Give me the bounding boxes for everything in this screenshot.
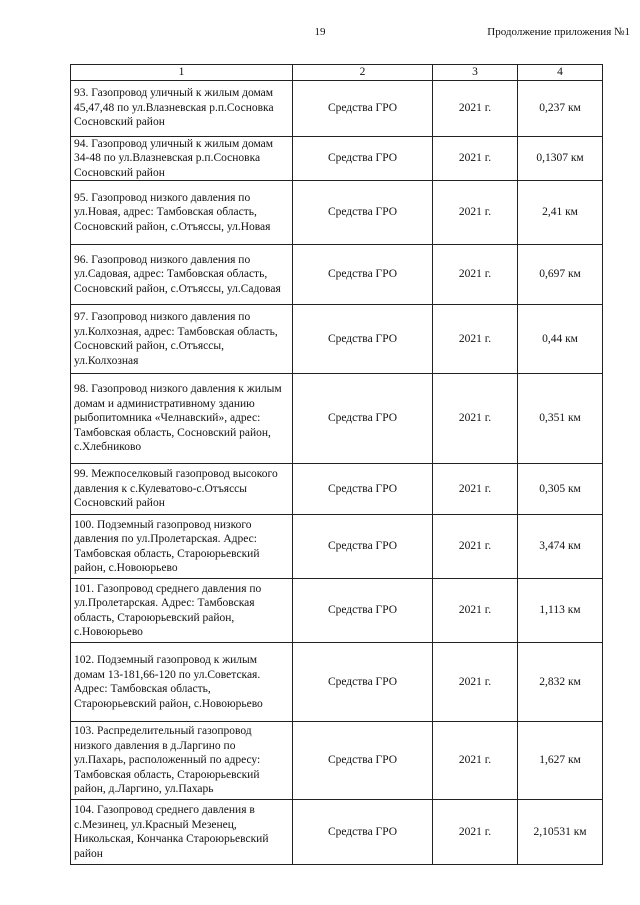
length: 1,113 км <box>518 579 603 643</box>
object-name: 96. Газопровод низкого давления по ул.Садовая, адрес: Тамбовская область, Сосновский район, с.Отъяссы, ул.Садовая <box>71 245 293 305</box>
year: 2021 г. <box>433 643 518 722</box>
object-name: 95. Газопровод низкого давления по ул.Новая, адрес: Тамбовская область, Сосновский район, с.Отъяссы, ул.Новая <box>71 181 293 245</box>
object-name: 97. Газопровод низкого давления по ул.Колхозная, адрес: Тамбовская область, Сосновский район, с.Отъяссы, ул.Колхозная <box>71 305 293 374</box>
table-row <box>71 181 603 245</box>
object-name: 103. Распределительный газопровод низкого давления в д.Ларгино по ул.Пахарь, расположенный по адресу: Тамбовская область, Староюрьевский район, д.Ларгино, ул.Пахарь <box>71 722 293 800</box>
column-header-4: 4 <box>518 65 603 81</box>
table-row <box>71 80 603 136</box>
table-row <box>71 579 603 643</box>
page-number: 19 <box>314 26 326 38</box>
year: 2021 г. <box>433 464 518 515</box>
object-name: 104. Газопровод среднего давления в с.Мезинец, ул.Красный Мезенец, Никольская, Кончанка Староюрьевский район <box>71 800 293 865</box>
length: 1,627 км <box>518 722 603 800</box>
funding-source: Средства ГРО <box>293 80 433 136</box>
length: 0,697 км <box>518 245 603 305</box>
length: 0,305 км <box>518 464 603 515</box>
object-name: 100. Подземный газопровод низкого давления по ул.Пролетарская. Адрес: Тамбовская область, Староюрьевский район, с.Новоюрьево <box>71 515 293 579</box>
table-row <box>71 515 603 579</box>
funding-source: Средства ГРО <box>293 374 433 464</box>
table-row <box>71 136 603 181</box>
length: 0,237 км <box>518 80 603 136</box>
year: 2021 г. <box>433 374 518 464</box>
table-row <box>71 374 603 464</box>
year: 2021 г. <box>433 305 518 374</box>
table-row <box>71 643 603 722</box>
object-name: 99. Межпоселковый газопровод высокого давления к с.Кулеватово-с.Отъяссы Сосновский район <box>71 464 293 515</box>
funding-source: Средства ГРО <box>293 181 433 245</box>
funding-source: Средства ГРО <box>293 245 433 305</box>
length: 3,474 км <box>518 515 603 579</box>
length: 0,44 км <box>518 305 603 374</box>
year: 2021 г. <box>433 181 518 245</box>
funding-source: Средства ГРО <box>293 136 433 181</box>
year: 2021 г. <box>433 245 518 305</box>
column-header-2: 2 <box>293 65 433 81</box>
page-caption: Продолжение приложения №1 <box>487 26 630 38</box>
length: 0,351 км <box>518 374 603 464</box>
object-name: 101. Газопровод среднего давления по ул.Пролетарская. Адрес: Тамбовская область, Староюрьевский район, с.Новоюрьево <box>71 579 293 643</box>
object-name: 93. Газопровод уличный к жилым домам 45,47,48 по ул.Влазневская р.п.Сосновка Сосновский район <box>71 80 293 136</box>
column-header-3: 3 <box>433 65 518 81</box>
table-header-row <box>71 65 603 81</box>
table-row <box>71 800 603 865</box>
length: 2,10531 км <box>518 800 603 865</box>
funding-source: Средства ГРО <box>293 464 433 515</box>
funding-source: Средства ГРО <box>293 800 433 865</box>
length: 2,832 км <box>518 643 603 722</box>
year: 2021 г. <box>433 722 518 800</box>
funding-source: Средства ГРО <box>293 305 433 374</box>
funding-source: Средства ГРО <box>293 579 433 643</box>
object-name: 102. Подземный газопровод к жилым домам 13-181,66-120 по ул.Советская. Адрес: Тамбовская область, Староюрьевский район, с.Новоюрьево <box>71 643 293 722</box>
year: 2021 г. <box>433 579 518 643</box>
table-row <box>71 722 603 800</box>
year: 2021 г. <box>433 136 518 181</box>
table-row <box>71 464 603 515</box>
table-row <box>71 305 603 374</box>
object-name: 98. Газопровод низкого давления к жилым домам и административному зданию рыбопитомника «Челнавский», адрес: Тамбовская область, Сосновский район, с.Хлебниково <box>71 374 293 464</box>
funding-source: Средства ГРО <box>293 643 433 722</box>
objects-table <box>70 64 603 865</box>
length: 2,41 км <box>518 181 603 245</box>
table-row <box>71 245 603 305</box>
object-name: 94. Газопровод уличный к жилым домам 34-48 по ул.Влазневская р.п.Сосновка Сосновский район <box>71 136 293 181</box>
length: 0,1307 км <box>518 136 603 181</box>
year: 2021 г. <box>433 80 518 136</box>
funding-source: Средства ГРО <box>293 722 433 800</box>
year: 2021 г. <box>433 800 518 865</box>
column-header-1: 1 <box>71 65 293 81</box>
year: 2021 г. <box>433 515 518 579</box>
funding-source: Средства ГРО <box>293 515 433 579</box>
